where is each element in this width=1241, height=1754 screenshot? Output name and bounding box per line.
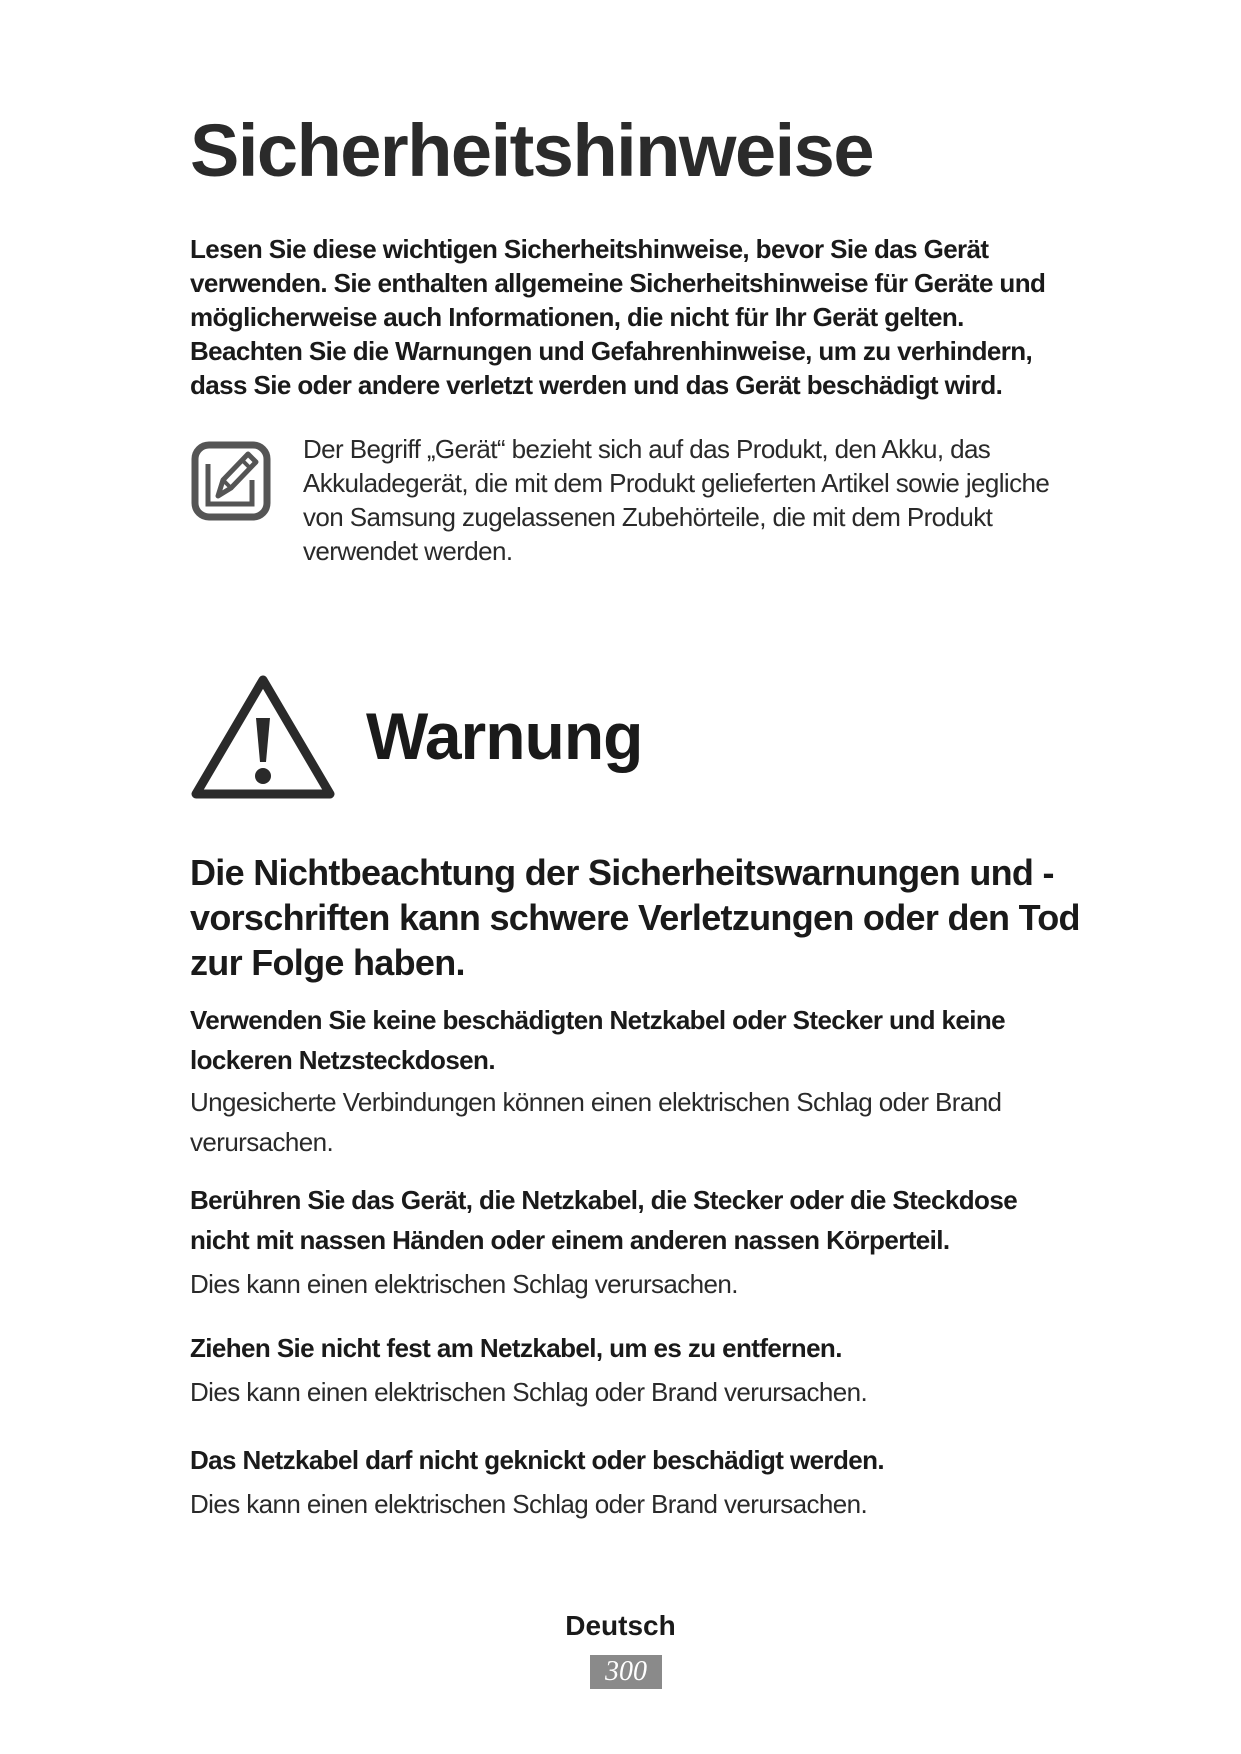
item-body: Dies kann einen elektrischen Schlag verursachen. [190,1269,738,1299]
item-heading: Berühren Sie das Gerät, die Netzkabel, die Stecker oder die Steckdose nicht mit nassen Händen oder einem anderen nassen Körperteil. [190,1185,1018,1255]
item-body: Dies kann einen elektrischen Schlag oder Brand verursachen. [190,1377,868,1407]
intro-paragraph: Lesen Sie diese wichtigen Sicherheitshinweise, bevor Sie das Gerät verwenden. Sie enthalten allgemeine Sicherheitshinweise für Geräte und möglicherweise auch Informationen, die nicht für Ihr Gerät gelten. Beachten Sie die Warnungen und Gefahrenhinweise, um zu verhindern, dass Sie oder andere verletzt werden und das Gerät beschädigt wird. [190,234,1046,400]
item-body: Ungesicherte Verbindungen können einen elektrischen Schlag oder Brand verursachen. [190,1087,1002,1157]
warning-triangle-icon [190,672,336,802]
page-title: Sicherheitshinweise [190,109,873,192]
item-heading: Ziehen Sie nicht fest am Netzkabel, um es zu entfernen. [190,1333,842,1363]
warning-title: Warnung [366,699,643,773]
item-body: Dies kann einen elektrischen Schlag oder Brand verursachen. [190,1489,868,1519]
note-text: Der Begriff „Gerät“ bezieht sich auf das Produkt, den Akku, das Akkuladegerät, die mit dem Produkt gelieferten Artikel sowie jegliche von Samsung zugelassenen Zubehörteile, die mit dem Produkt verwendet werden. [303,434,1050,566]
warning-subtitle: Die Nichtbeachtung der Sicherheitswarnungen und -vorschriften kann schwere Verletzungen oder den Tod zur Folge haben. [190,852,1080,983]
page-number: 300 [590,1655,662,1689]
item-heading: Das Netzkabel darf nicht geknickt oder beschädigt werden. [190,1445,884,1475]
note-pencil-icon [190,440,272,522]
item-heading: Verwenden Sie keine beschädigten Netzkabel oder Stecker und keine lockeren Netzsteckdosen. [190,1005,1005,1075]
footer-language-label: Deutsch [565,1610,676,1641]
footer-language [0,1610,1241,1642]
